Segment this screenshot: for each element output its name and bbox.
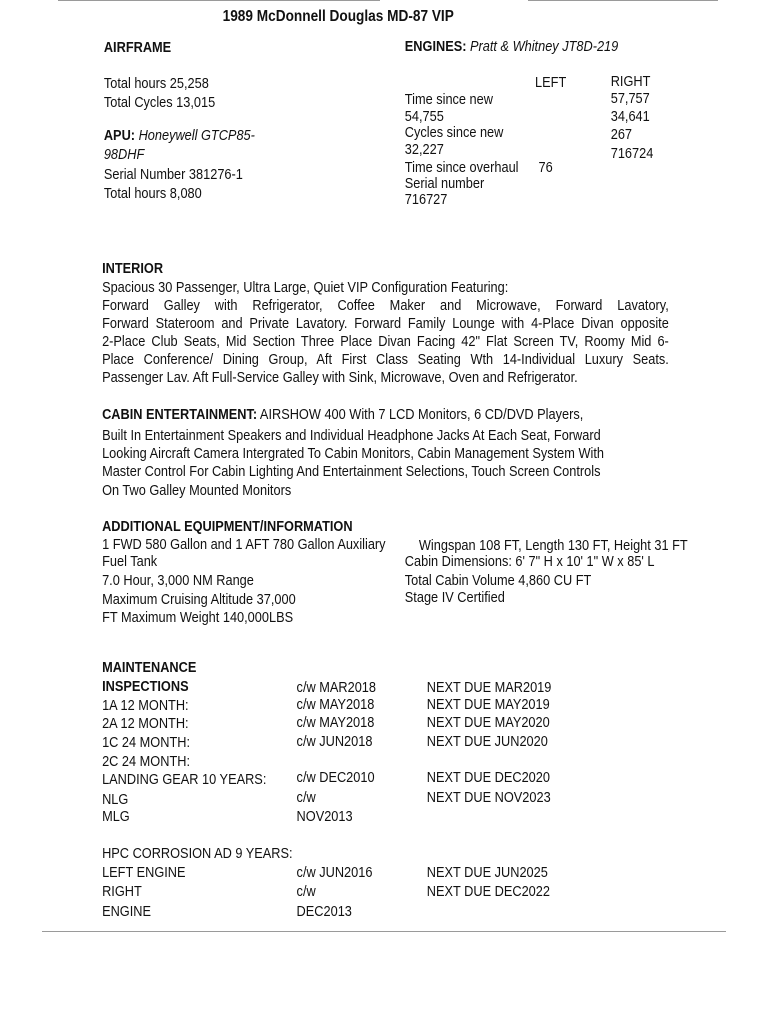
maintenance-heading: INSPECTIONS bbox=[102, 679, 189, 695]
maintenance-next-due: NEXT DUE JUN2020 bbox=[426, 734, 548, 750]
maintenance-next-due: NEXT DUE MAR2019 bbox=[426, 680, 552, 696]
interior-line: Spacious 30 Passenger, Ultra Large, Quiet VIP Configuration Featuring: bbox=[102, 280, 509, 296]
engines-line bbox=[405, 38, 618, 56]
airframe-total-hours: Total hours 25,258 bbox=[103, 76, 209, 92]
apu-label: APU: bbox=[103, 128, 136, 144]
airframe-total-cycles: Total Cycles 13,015 bbox=[103, 95, 216, 111]
hpc-next-due: NEXT DUE DEC2022 bbox=[426, 884, 550, 900]
engine-row-right: 716724 bbox=[610, 146, 654, 162]
apu-total-hours: Total hours 8,080 bbox=[103, 186, 202, 202]
maintenance-next-due: NEXT DUE MAY2019 bbox=[426, 697, 550, 713]
additional-heading: ADDITIONAL EQUIPMENT/INFORMATION bbox=[102, 519, 353, 535]
maintenance-next-due: NEXT DUE NOV2023 bbox=[426, 790, 551, 806]
engine-row-left: 76 bbox=[538, 160, 553, 176]
engine-row-left: 54,755 bbox=[404, 109, 444, 125]
interior-paragraph bbox=[102, 279, 669, 387]
interior-line: Passenger Lav. Aft Full-Service Galley with Sink, Microwave, Oven and Refrigerator. bbox=[102, 370, 578, 386]
engines-right-header: RIGHT bbox=[610, 74, 651, 90]
apu-line bbox=[104, 127, 255, 145]
interior-line: Forward Stateroom and Private Lavatory. Forward Family Lounge with 4-Place Divan opposite bbox=[102, 316, 669, 332]
apu-model-cont: 98DHF bbox=[103, 147, 145, 163]
engine-row-right: 57,757 bbox=[610, 91, 650, 107]
maintenance-cw: c/w MAR2018 bbox=[296, 680, 376, 696]
hpc-label: ENGINE bbox=[102, 904, 152, 920]
cabin-entertainment-line bbox=[102, 406, 583, 424]
apu-model: Honeywell GTCP85- bbox=[138, 128, 255, 144]
maintenance-label: NLG bbox=[102, 792, 129, 808]
hpc-next-due: NEXT DUE JUN2025 bbox=[426, 865, 548, 881]
bottom-rule bbox=[42, 931, 726, 932]
maintenance-cw: c/w bbox=[296, 790, 316, 806]
engines-left-header: LEFT bbox=[535, 75, 567, 91]
maintenance-cw: NOV2013 bbox=[296, 809, 353, 825]
maintenance-label: 2A 12 MONTH: bbox=[102, 716, 189, 732]
hpc-cw: DEC2013 bbox=[296, 904, 352, 920]
maintenance-label: 1C 24 MONTH: bbox=[102, 735, 191, 751]
interior-heading: INTERIOR bbox=[102, 261, 164, 277]
maintenance-next-due: NEXT DUE DEC2020 bbox=[426, 770, 550, 786]
hpc-cw: c/w JUN2016 bbox=[296, 865, 373, 881]
additional-right-line: Stage IV Certified bbox=[404, 590, 505, 606]
maintenance-heading: MAINTENANCE bbox=[102, 660, 197, 676]
interior-line: 2-Place Club Seats, Mid Section Three Place Divan Facing 42" Flat Screen TV, Roomy Mid 6- bbox=[102, 334, 669, 350]
maintenance-label: MLG bbox=[102, 809, 130, 825]
cabin-entertainment-heading: CABIN ENTERTAINMENT: bbox=[102, 407, 258, 423]
cabin-entertainment-line: On Two Galley Mounted Monitors bbox=[102, 483, 292, 499]
engine-row-right: 267 bbox=[610, 127, 633, 143]
hpc-heading: HPC CORROSION AD 9 YEARS: bbox=[102, 846, 293, 862]
maintenance-cw: c/w MAY2018 bbox=[296, 697, 375, 713]
engine-row-left: 716727 bbox=[404, 192, 448, 208]
engine-row-label: Time since overhaul bbox=[404, 160, 519, 176]
engine-row-right: 34,641 bbox=[610, 109, 650, 125]
interior-line: Place Conference/ Dining Group, Aft First Class Seating Wth 14-Individual Luxury Seats. bbox=[102, 352, 669, 368]
cabin-entertainment-line: Looking Aircraft Camera Intergrated To Cabin Monitors, Cabin Management System With bbox=[102, 446, 604, 462]
engine-row-left: 32,227 bbox=[404, 142, 444, 158]
hpc-label: LEFT ENGINE bbox=[102, 865, 186, 881]
additional-left-line: 1 FWD 580 Gallon and 1 AFT 780 Gallon Auxiliary bbox=[102, 537, 386, 553]
hpc-label: RIGHT bbox=[102, 884, 142, 900]
hpc-cw: c/w bbox=[296, 884, 316, 900]
engine-row-label: Cycles since new bbox=[404, 125, 504, 141]
cabin-entertainment-line: Master Control For Cabin Lighting And Entertainment Selections, Touch Screen Controls bbox=[102, 464, 601, 480]
maintenance-label: 1A 12 MONTH: bbox=[102, 698, 189, 714]
cabin-entertainment-line: Built In Entertainment Speakers and Individual Headphone Jacks At Each Seat, Forward bbox=[102, 428, 601, 444]
airframe-heading: AIRFRAME bbox=[103, 40, 172, 56]
maintenance-cw: c/w DEC2010 bbox=[296, 770, 375, 786]
additional-left-line: Fuel Tank bbox=[102, 554, 158, 570]
maintenance-cw: c/w MAY2018 bbox=[296, 715, 375, 731]
engines-label: ENGINES: bbox=[404, 39, 467, 55]
interior-line: Forward Galley with Refrigerator, Coffee Maker and Microwave, Forward Lavatory, bbox=[102, 298, 669, 314]
cabin-entertainment-text: AIRSHOW 400 With 7 LCD Monitors, 6 CD/DVD Players, bbox=[259, 407, 584, 423]
additional-right-line: Wingspan 108 FT, Length 130 FT, Height 31 FT bbox=[418, 538, 688, 554]
engine-row-label: Time since new bbox=[404, 92, 493, 108]
maintenance-cw: c/w JUN2018 bbox=[296, 734, 373, 750]
additional-left-line: 7.0 Hour, 3,000 NM Range bbox=[102, 573, 254, 589]
maintenance-next-due: NEXT DUE MAY2020 bbox=[426, 715, 550, 731]
engines-model: Pratt & Whitney JT8D-219 bbox=[470, 39, 619, 55]
page-title: 1989 McDonnell Douglas MD-87 VIP bbox=[222, 8, 454, 25]
maintenance-label: LANDING GEAR 10 YEARS: bbox=[102, 772, 267, 788]
engine-row-label: Serial number bbox=[404, 176, 485, 192]
apu-serial: Serial Number 381276-1 bbox=[103, 167, 243, 183]
additional-left-line: Maximum Cruising Altitude 37,000 bbox=[102, 592, 296, 608]
additional-right-line: Total Cabin Volume 4,860 CU FT bbox=[404, 573, 592, 589]
additional-left-line: FT Maximum Weight 140,000LBS bbox=[102, 610, 294, 626]
additional-right-line: Cabin Dimensions: 6' 7" H x 10' 1" W x 85' L bbox=[404, 554, 655, 570]
maintenance-label: 2C 24 MONTH: bbox=[102, 754, 191, 770]
